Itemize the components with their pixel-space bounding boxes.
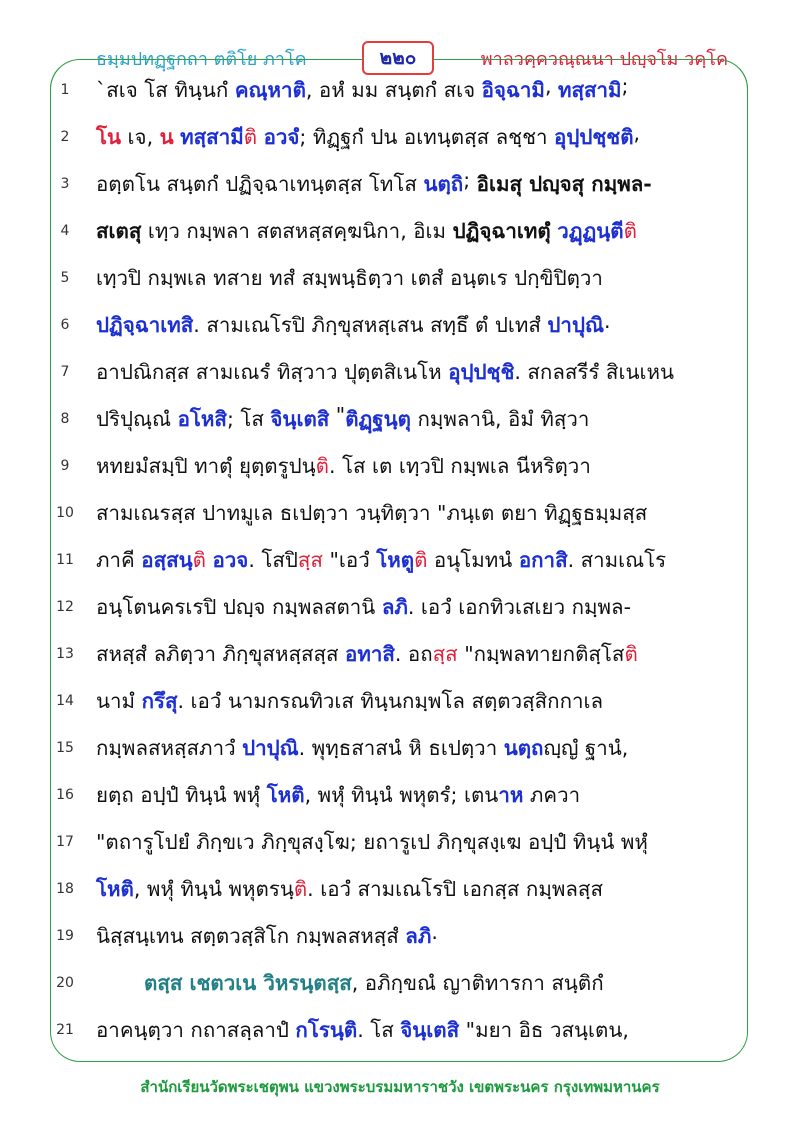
text-segment: หทยมํสมฺปิ ทาตุํ ยุตฺตรูปนฺ: [96, 454, 316, 478]
text-line: [0, 867, 800, 914]
text-segment: ,: [544, 74, 558, 98]
line-number: 7: [60, 364, 70, 380]
text-segment: ภควา: [523, 783, 581, 807]
line-text: [96, 685, 728, 718]
text-segment: . สามเณโร: [567, 548, 667, 572]
line-text: [96, 215, 728, 248]
text-segment: ปฏิจฺฉาเทสิ: [96, 313, 194, 337]
line-text: [96, 920, 728, 953]
text-segment: สเตสุ: [96, 219, 142, 243]
text-segment: นามํ: [96, 689, 142, 713]
line-text: [96, 591, 728, 624]
line-number: 2: [60, 129, 70, 145]
text-line: [0, 585, 800, 632]
text-segment: จินฺเตสิ: [270, 407, 330, 431]
line-text: [96, 74, 728, 107]
text-segment: ติ: [623, 219, 637, 243]
text-segment: ทสฺสามี: [180, 125, 244, 149]
text-segment: นตฺถิ: [423, 172, 464, 196]
text-segment: . สกลสรีรํ สิเนเหน: [514, 360, 674, 384]
text-segment: ยตฺถ อปฺปํ ทินฺนํ พหุํ: [96, 783, 267, 807]
text-segment: ลภิ: [381, 595, 408, 619]
line-text: [96, 544, 728, 577]
text-segment: ภาคี: [96, 548, 142, 572]
text-segment: ปาปุณิ: [547, 313, 604, 337]
line-text: [96, 450, 728, 483]
text-segment: อนฺโตนครเรปิ ปญฺจ กมฺพลสตานิ: [96, 595, 382, 619]
text-segment: , อภิกฺขณํ ญาติทารกา สนฺติกํ: [351, 971, 604, 995]
line-number: 12: [56, 599, 74, 615]
text-segment: อุปฺปชฺชิ: [448, 360, 515, 384]
line-number: 15: [56, 740, 74, 756]
line-number: 8: [60, 411, 70, 427]
text-segment: อวจํ: [263, 125, 300, 149]
text-segment: . เอวํ นามกรณทิวเส ทินฺนกมฺพโล สตฺตวสฺสิกกาเล: [177, 689, 604, 713]
text-segment: อตฺตโน สนฺตกํ ปฏิจฺฉาเทนฺตสฺส โทโส: [96, 172, 424, 196]
line-number: 19: [56, 928, 74, 944]
line-text: [96, 732, 728, 765]
line-number: 21: [56, 1022, 74, 1038]
text-segment: ติ: [624, 642, 638, 666]
text-line: [0, 162, 800, 209]
text-segment: . เอวํ สามเณโรปิ เอกสฺส กมฺพลสฺส: [307, 877, 603, 901]
text-segment: .: [603, 309, 611, 333]
text-segment: เจ,: [121, 125, 160, 149]
text-segment: สฺส: [297, 548, 323, 572]
text-segment: ;: [621, 74, 629, 98]
text-segment: นตฺถ: [503, 736, 544, 760]
line-text: [96, 779, 728, 812]
text-line: [0, 679, 800, 726]
text-line: [0, 209, 800, 256]
text-segment: . โส: [357, 1018, 401, 1042]
text-line: [0, 68, 800, 115]
line-number: 16: [56, 787, 74, 803]
text-body: [0, 68, 800, 1055]
text-segment: สฺส: [432, 642, 458, 666]
text-segment: อวจ: [212, 548, 249, 572]
text-segment: ปริปุณฺณํ: [96, 407, 178, 431]
text-segment: ลภิ: [405, 924, 432, 948]
text-segment: อสฺสนฺ: [141, 548, 193, 572]
text-segment: กมฺพลานิ, อิมํ ทิสฺวา: [410, 407, 590, 431]
text-segment: าห: [498, 783, 524, 807]
page-number-box: ๒๒๐: [362, 41, 434, 75]
text-segment: อทาสิ: [345, 642, 395, 666]
text-line: [0, 444, 800, 491]
text-segment: . พุทฺธสาสนํ หิ ธเปตฺวา: [298, 736, 504, 760]
text-segment: ติฏฺฐนฺตุ: [345, 407, 411, 431]
text-segment: ตสฺส เชตวเน วิหรนฺตสฺส: [144, 971, 352, 995]
text-segment: คณฺหาติ: [234, 78, 306, 102]
text-segment: "ตถารูโปยํ ภิกฺขเว ภิกฺขุสงฺโฆ; ยถารูเป ภิกฺขุสงฺเฆ อปฺปํ ทินฺนํ พหุํ: [96, 830, 648, 854]
text-segment: น: [159, 125, 174, 149]
text-segment: ,: [633, 121, 641, 145]
line-text: [96, 121, 728, 154]
text-segment: .: [431, 920, 438, 944]
text-segment: วฏฺฏนฺ: [557, 219, 611, 243]
text-line: [0, 350, 800, 397]
text-segment: ญฺญํ ฐานํ,: [543, 736, 629, 760]
text-segment: โน: [96, 125, 122, 149]
header-left-title: ธมฺมปทฏฺฐกถา ตติโย ภาโค: [96, 49, 307, 70]
text-segment: อนุโมทนํ: [427, 548, 519, 572]
text-segment: ติ: [293, 877, 308, 901]
line-text: [96, 403, 728, 436]
text-segment: โหติ: [96, 877, 134, 901]
text-segment: ติ: [192, 548, 206, 572]
text-segment: กโรนฺติ: [295, 1018, 358, 1042]
line-number: 4: [60, 223, 70, 239]
text-line: [0, 914, 800, 961]
line-text: [96, 168, 728, 201]
text-segment: `สเจ โส ทินฺนกํ: [96, 78, 235, 102]
text-segment: กมฺพลสหสฺสภาวํ: [96, 736, 243, 760]
line-text: [144, 967, 728, 1000]
text-line: [0, 961, 800, 1008]
text-segment: "มยา อิธ วสนฺเตน,: [459, 1018, 629, 1042]
text-segment: . โส เต เทฺวปิ กมฺพเล นีหริตฺวา: [328, 454, 591, 478]
text-segment: โหติ: [266, 783, 305, 807]
text-segment: อิเมสุ ปญฺจสุ กมฺพล-: [476, 172, 652, 196]
text-segment: อิจฺฉามิ: [481, 78, 545, 102]
page-footer: สำนักเรียนวัดพระเชตุพน แขวงพระบรมมหาราชวัง เขตพระนคร กรุงเทพมหานคร: [140, 1078, 660, 1096]
text-line: [0, 773, 800, 820]
text-segment: "กมฺพลทายกติสฺโส: [457, 642, 625, 666]
text-segment: สหสฺสํ ลภิตฺวา ภิกฺขุสหสฺสสฺส: [96, 642, 346, 666]
text-segment: ; ทิฏฺฐกํ ปน อเทนฺตสฺส ลชฺชา: [299, 125, 555, 149]
text-line: [0, 256, 800, 303]
text-segment: ;: [463, 168, 477, 192]
line-number: 9: [60, 458, 70, 474]
line-text: [96, 1014, 728, 1047]
text-line: [0, 303, 800, 350]
line-text: [96, 262, 728, 295]
text-segment: สามเณรสฺส ปาทมูเล ธเปตฺวา วนฺทิตฺวา "ภนฺเต ตยา ทิฏฺฐธมฺมสฺส: [96, 501, 648, 525]
text-segment: ": [329, 403, 346, 427]
line-number: 18: [56, 881, 74, 897]
text-segment: ติ: [414, 548, 428, 572]
text-line: [0, 491, 800, 538]
text-segment: อาปณิกสฺส สามเณรํ ทิสฺวาว ปุตฺตสิเนโห: [96, 360, 449, 384]
text-segment: ปาปุณิ: [242, 736, 299, 760]
text-segment: ตี: [610, 219, 624, 243]
line-number: 11: [56, 552, 74, 568]
text-segment: เทฺว กมฺพลา สตสหสฺสคฺฆนิกา, อิเม: [141, 219, 453, 243]
line-text: [96, 497, 728, 530]
header-right-title: พาลวคฺควณฺณนา ปญฺจโม วคฺโค: [480, 49, 728, 70]
line-text: [96, 873, 728, 906]
text-segment: ทสฺสามิ: [557, 78, 622, 102]
text-segment: เทฺวปิ กมฺพเล ทสาย ทสํ สมฺพนฺธิตฺวา เตสํ อนฺตเร ปกฺขิปิตฺวา: [96, 266, 603, 290]
text-segment: กรึสุ: [141, 689, 178, 713]
line-number: 17: [56, 834, 74, 850]
text-segment: ติ: [315, 454, 329, 478]
text-segment: อุปฺปชฺชติ: [554, 125, 634, 149]
text-segment: อกาสิ: [518, 548, 568, 572]
text-segment: "เอวํ: [322, 548, 377, 572]
text-segment: . สามเณโรปิ ภิกฺขุสหสฺเสน สทฺธึ ตํ ปเทสํ: [193, 313, 548, 337]
line-number: 10: [56, 505, 74, 521]
text-segment: ; โส: [226, 407, 271, 431]
line-number: 1: [60, 82, 70, 98]
text-segment: . อถ: [394, 642, 433, 666]
text-segment: นิสฺสนฺเทน สตฺตวสฺสิโก กมฺพลสหสฺสํ: [96, 924, 406, 948]
text-segment: โหตู: [376, 548, 415, 572]
text-segment: ปฏิจฺฉาเทตุํ: [452, 219, 551, 243]
line-number: 14: [56, 693, 74, 709]
text-line: [0, 1008, 800, 1055]
text-segment: อาคนฺตฺวา กถาสลฺลาปํ: [96, 1018, 296, 1042]
line-number: 6: [60, 317, 70, 333]
line-number: 20: [56, 975, 74, 991]
line-text: [96, 309, 728, 342]
text-line: [0, 820, 800, 867]
text-line: [0, 538, 800, 585]
text-segment: . โสปิ: [248, 548, 298, 572]
text-segment: , พหุํ ทินฺนํ พหุตรนฺ: [133, 877, 294, 901]
text-segment: , พหุํ ทินฺนํ พหุตรํ; เตน: [304, 783, 499, 807]
text-line: [0, 632, 800, 679]
text-line: [0, 115, 800, 162]
line-number: 13: [56, 646, 74, 662]
line-number: 3: [60, 176, 70, 192]
text-line: [0, 726, 800, 773]
text-segment: อโหสิ: [177, 407, 227, 431]
line-text: [96, 638, 728, 671]
text-segment: . เอวํ เอกทิวเสเยว กมฺพล-: [407, 595, 631, 619]
text-segment: , อหํ มม สนฺตกํ สเจ: [305, 78, 482, 102]
text-segment: ติ: [243, 125, 258, 149]
line-text: [96, 826, 728, 859]
line-text: [96, 356, 728, 389]
text-segment: จินฺเตสิ: [400, 1018, 460, 1042]
text-line: [0, 397, 800, 444]
line-number: 5: [60, 270, 70, 286]
